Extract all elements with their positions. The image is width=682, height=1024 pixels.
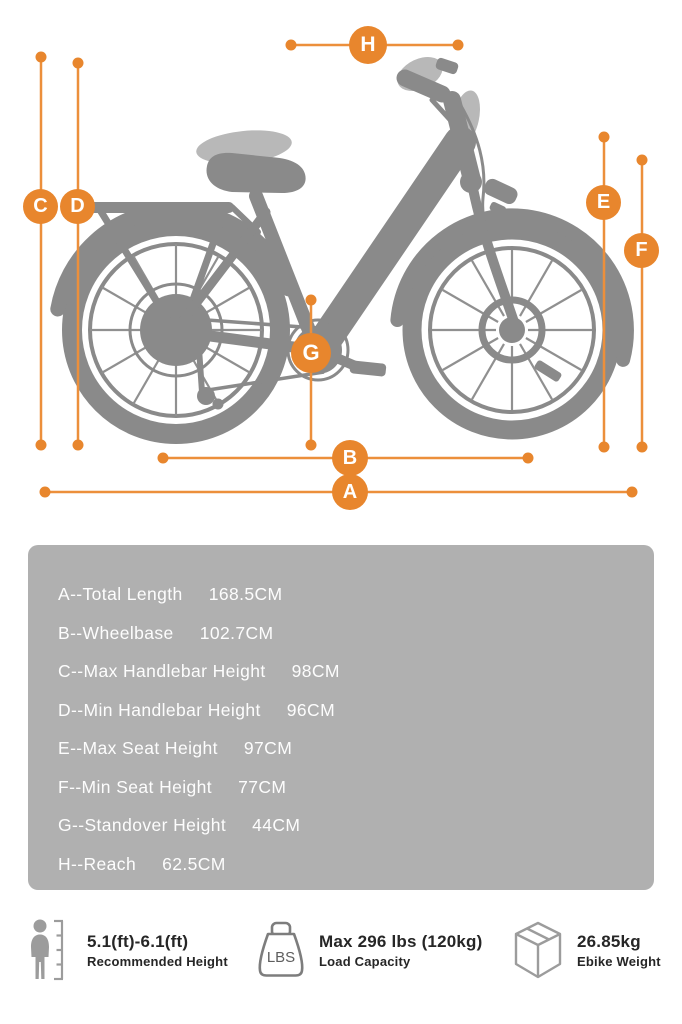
person-height-icon: [26, 917, 74, 983]
spec-row-min-handlebar-height: [58, 691, 634, 730]
spec-row-max-seat-height: [58, 729, 634, 768]
spec-row-min-seat-height: [58, 768, 634, 807]
spec-value: 97CM: [243, 738, 293, 758]
ebike-weight-spec: [512, 914, 661, 986]
dimension-badge-f: F: [624, 233, 659, 268]
spec-value: 98CM: [291, 661, 340, 681]
spec-row-reach: [58, 845, 634, 884]
front-wheel: [412, 230, 612, 430]
pedal: [349, 360, 386, 377]
load-capacity-spec: [256, 914, 483, 986]
load-capacity-value: Max 296 lbs (120kg): [319, 931, 483, 951]
recommended-height-label: Recommended Height: [87, 953, 228, 969]
spec-label: A--Total Length: [58, 584, 183, 604]
load-capacity-text: [319, 932, 483, 969]
spec-label: H--Reach: [58, 853, 137, 874]
wheel-reflector: [533, 359, 562, 382]
spec-label: C--Max Handlebar Height: [58, 661, 266, 681]
dimension-badge-a: A: [332, 474, 368, 510]
recommended-height-spec: [26, 914, 228, 986]
spec-value: 96CM: [286, 699, 336, 720]
shipping-box-icon: [512, 919, 564, 981]
ebike-weight-value: 26.85kg: [577, 931, 641, 951]
lbs-icon-text: LBS: [266, 949, 296, 966]
spec-label: G--Standover Height: [58, 815, 227, 835]
recommended-height-value: 5.1(ft)-6.1(ft): [87, 931, 189, 951]
spec-value: 168.5CM: [208, 584, 283, 604]
spec-row-standover-height: [58, 806, 634, 845]
dimension-specs-panel: [28, 545, 654, 890]
lbs-weight-icon: [256, 920, 306, 980]
dimension-badge-h: H: [349, 26, 387, 64]
spec-value: 102.7CM: [199, 622, 274, 643]
spec-value: 44CM: [252, 815, 301, 835]
dimension-badge-b: B: [332, 440, 368, 476]
spec-value: 62.5CM: [162, 853, 226, 874]
spec-row-total-length: [58, 575, 634, 614]
spec-label: B--Wheelbase: [58, 622, 174, 643]
dimension-badge-g: G: [291, 333, 331, 373]
dimension-badge-c: C: [23, 189, 58, 224]
recommended-height-text: [87, 932, 228, 969]
spec-label: D--Min Handlebar Height: [58, 699, 261, 720]
spec-label: E--Max Seat Height: [58, 738, 218, 758]
load-capacity-label: Load Capacity: [319, 953, 411, 969]
dimension-badge-d: D: [60, 189, 95, 224]
spec-row-wheelbase: [58, 614, 634, 653]
dimension-badge-e: E: [586, 185, 621, 220]
ebike-weight-label: Ebike Weight: [577, 953, 661, 969]
ebike-weight-text: [577, 932, 661, 969]
spec-label: F--Min Seat Height: [58, 776, 213, 797]
spec-row-max-handlebar-height: [58, 652, 634, 691]
saddle: [207, 153, 306, 193]
spec-value: 77CM: [238, 776, 287, 797]
